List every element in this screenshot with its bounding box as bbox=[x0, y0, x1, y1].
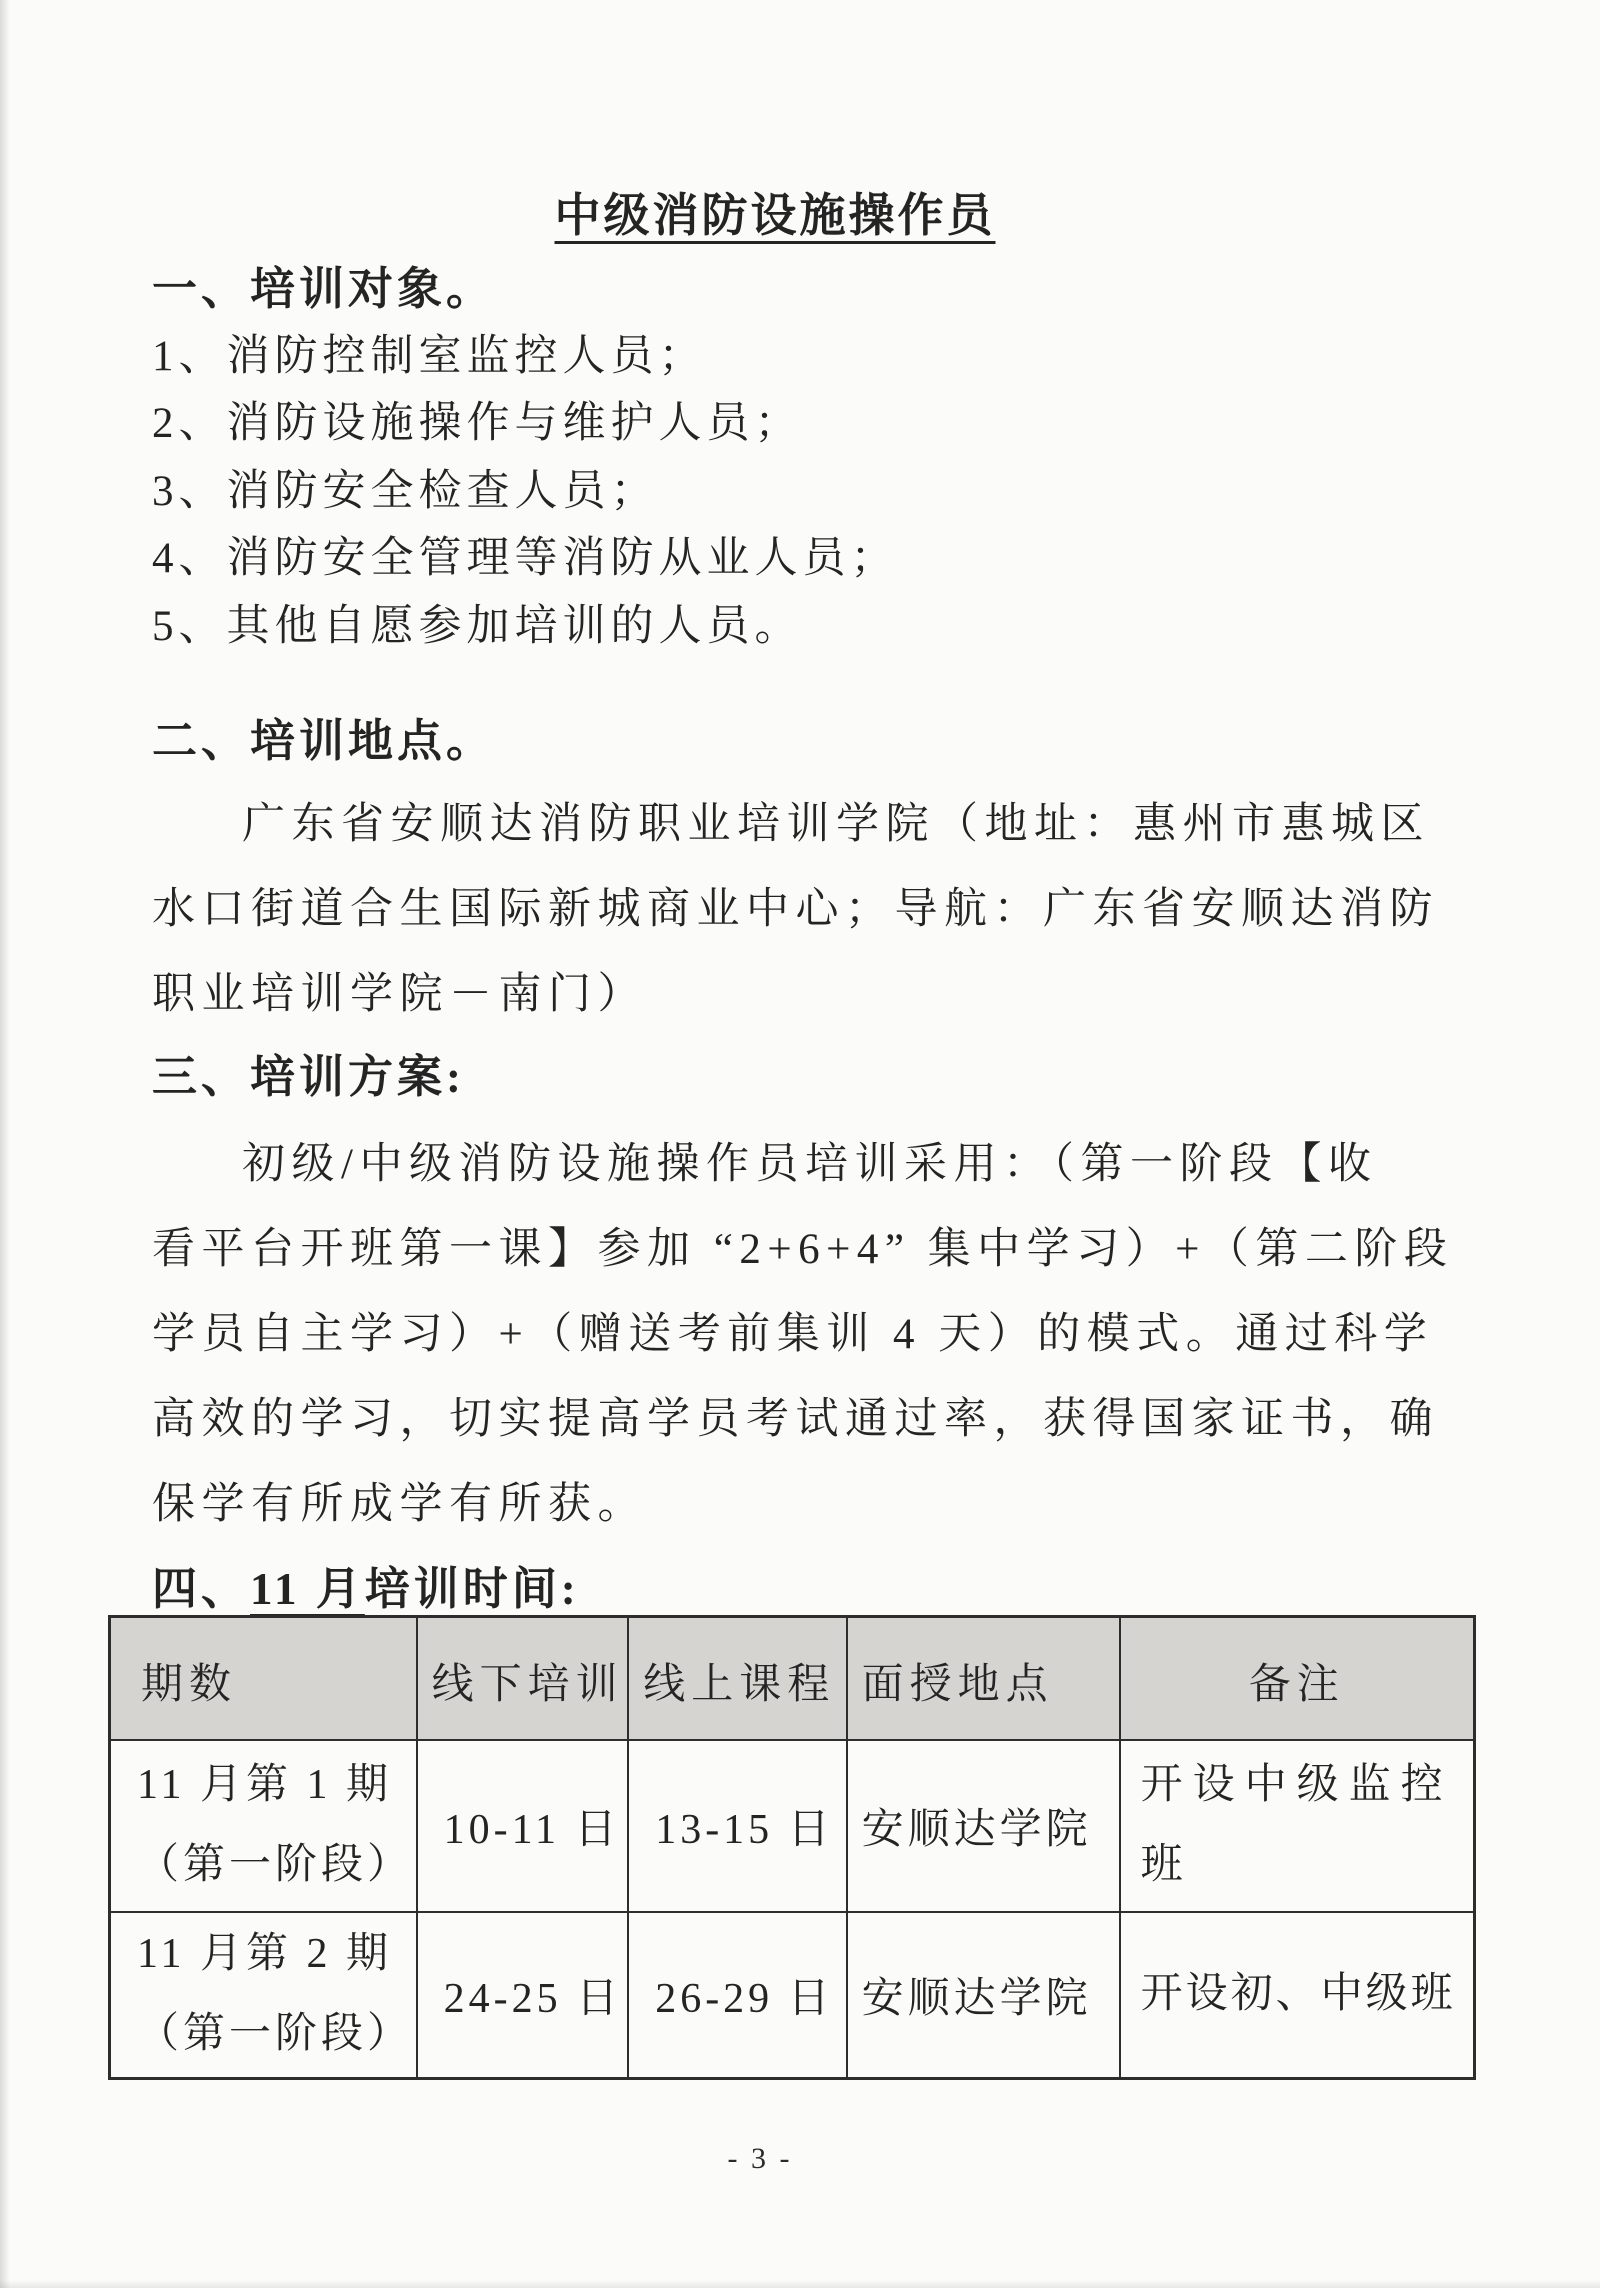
section-heading-training-plan: 三、培训方案: bbox=[152, 1052, 465, 1102]
period-line-2: （第一阶段） bbox=[137, 2010, 414, 2057]
list-item-5: 5、其他自愿参加培训的人员。 bbox=[152, 603, 803, 650]
venue-cell: 安顺达学院 bbox=[847, 1740, 1120, 1912]
offline-dates-cell: 24-25 日 bbox=[417, 1912, 629, 2079]
page-number: - 3 - bbox=[727, 2142, 793, 2175]
plan-paragraph-line: 高效的学习，切实提高学员考试通过率，获得国家证书，确 bbox=[152, 1396, 1439, 1443]
column-header-online-course: 线上课程 bbox=[628, 1617, 846, 1740]
online-dates-cell: 13-15 日 bbox=[628, 1740, 846, 1912]
column-header-venue: 面授地点 bbox=[847, 1617, 1120, 1740]
plan-paragraph-line: 学员自主学习）+（赠送考前集训 4 天）的模式。通过科学 bbox=[152, 1311, 1434, 1358]
schedule-heading-prefix: 四、 bbox=[152, 1564, 251, 1614]
section-heading-training-location: 二、培训地点。 bbox=[152, 716, 496, 766]
column-header-remarks: 备注 bbox=[1120, 1617, 1475, 1740]
schedule-heading-month: 11 月 bbox=[250, 1564, 365, 1614]
schedule-heading-suffix: 培训时间: bbox=[364, 1564, 580, 1614]
table-header-row bbox=[110, 1617, 1475, 1740]
online-dates-cell: 26-29 日 bbox=[628, 1912, 846, 2079]
location-paragraph-line: 水口街道合生国际新城商业中心；导航：广东省安顺达消防 bbox=[152, 886, 1439, 933]
plan-paragraph-line: 看平台开班第一课】参加 “2+6+4” 集中学习）+（第二阶段 bbox=[152, 1226, 1454, 1273]
remarks-cell: 开设初、中级班 bbox=[1120, 1912, 1475, 2079]
section-heading-training-schedule bbox=[152, 1552, 580, 1617]
location-paragraph-line: 广东省安顺达消防职业培训学院（地址：惠州市惠城区 bbox=[242, 801, 1430, 848]
section-heading-training-targets: 一、培训对象。 bbox=[152, 264, 496, 314]
list-item-3: 3、消防安全检查人员； bbox=[152, 468, 659, 515]
venue-cell: 安顺达学院 bbox=[847, 1912, 1120, 2079]
list-item-2: 2、消防设施操作与维护人员； bbox=[152, 400, 803, 447]
period-line-1: 11 月第 2 期 bbox=[137, 1930, 392, 1977]
column-header-period: 期数 bbox=[110, 1617, 417, 1740]
list-item-4: 4、消防安全管理等消防从业人员； bbox=[152, 535, 899, 582]
scan-edge-artifact-bottom bbox=[0, 2280, 1600, 2288]
location-paragraph-line: 职业培训学院－南门） bbox=[152, 971, 647, 1018]
period-cell bbox=[110, 1740, 417, 1912]
document-title-text: 中级消防设施操作员 bbox=[554, 190, 996, 241]
period-line-2: （第一阶段） bbox=[137, 1841, 414, 1888]
list-item-1: 1、消防控制室监控人员； bbox=[152, 333, 707, 380]
period-cell bbox=[110, 1912, 417, 2079]
plan-paragraph-line: 保学有所成学有所获。 bbox=[152, 1481, 647, 1528]
remarks-cell: 开设中级监控班 bbox=[1120, 1740, 1475, 1912]
plan-paragraph-line: 初级/中级消防设施操作员培训采用：（第一阶段【收 bbox=[242, 1141, 1378, 1188]
document-title bbox=[150, 179, 1400, 245]
training-schedule-table bbox=[108, 1615, 1476, 2080]
period-line-1: 11 月第 1 期 bbox=[137, 1761, 392, 1808]
table-row-session-1 bbox=[110, 1740, 1475, 1912]
column-header-offline-training: 线下培训 bbox=[417, 1617, 629, 1740]
offline-dates-cell: 10-11 日 bbox=[417, 1740, 629, 1912]
table-row-session-2 bbox=[110, 1912, 1475, 2079]
scan-edge-artifact-left bbox=[0, 0, 10, 2288]
